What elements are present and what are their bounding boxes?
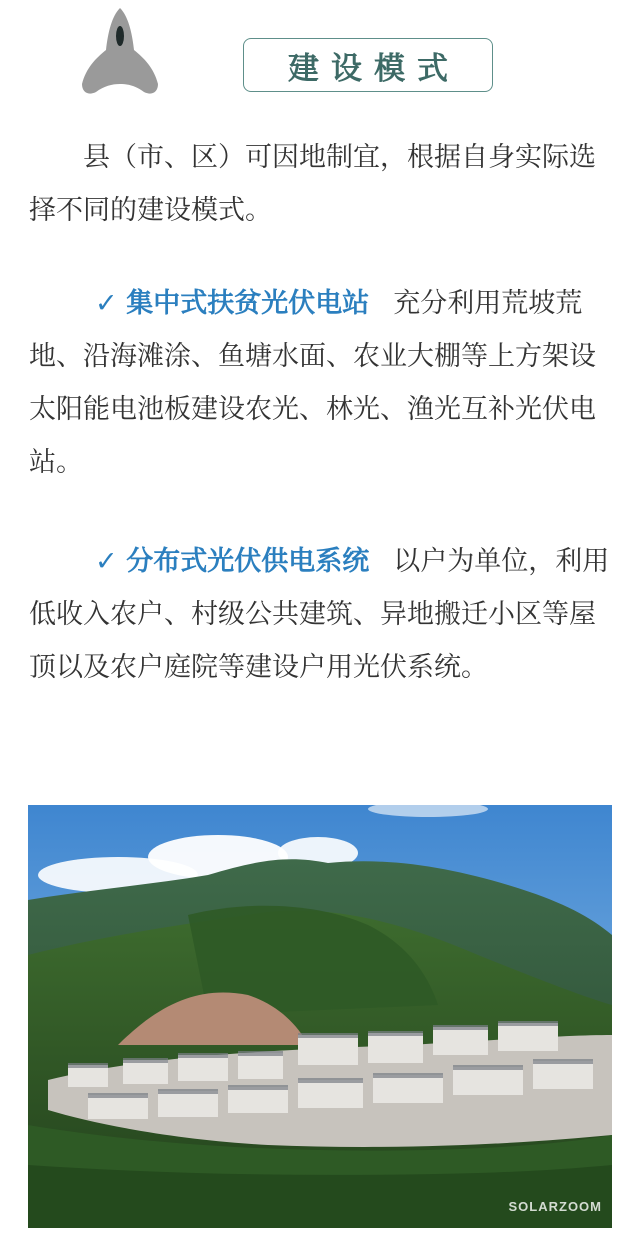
section-title-box [243, 38, 493, 92]
intro-paragraph: 县（市、区）可因地制宜，根据自身实际选择不同的建设模式。 [29, 142, 596, 226]
mode-centralized [29, 277, 611, 489]
check-icon: ✓ [95, 546, 118, 577]
mode-distributed [29, 535, 611, 694]
photo-watermark: SOLARZOOM [508, 1199, 602, 1214]
check-icon: ✓ [95, 288, 118, 319]
mode-title-distributed: 分布式光伏供电系统 [126, 546, 370, 577]
mode-body-centralized: 充分利用荒坡荒地、沿海滩涂、鱼塘水面、农业大棚等上方架设太阳能电池板建设农光、林光、渔光互补光伏电站。 [29, 288, 596, 478]
mode-title-centralized: 集中式扶贫光伏电站 [126, 288, 370, 319]
mode-body-distributed: 以户为单位，利用低收入农户、村级公共建筑、异地搬迁小区等屋顶以及农户庭院等建设户用光伏系统。 [29, 546, 610, 683]
jet-plane-icon [78, 6, 162, 98]
aerial-village-photo [28, 805, 612, 1228]
section-title: 建设模式 [288, 50, 460, 87]
section-header [0, 0, 640, 110]
